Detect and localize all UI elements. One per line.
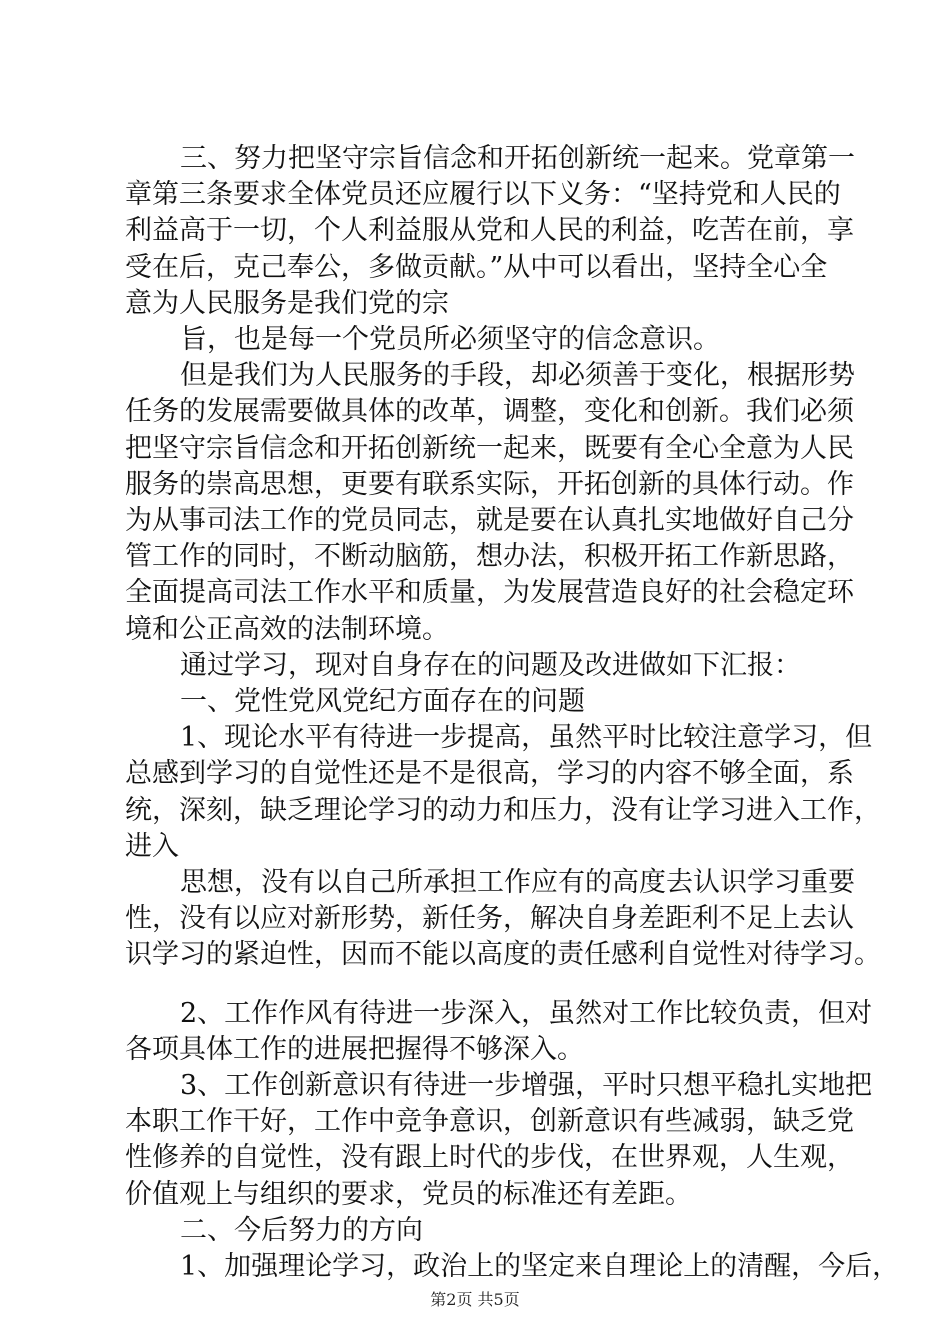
- page-number: 第2页 共5页: [430, 1290, 520, 1309]
- text-line: 性，没有以应对新形势，新任务，解决自身差距利不足上去认: [125, 903, 854, 934]
- text-line: 三、努力把坚守宗旨信念和开拓创新统一起来。党章第一: [180, 143, 855, 174]
- text-line: 章第三条要求全体党员还应履行以下义务：“坚持党和人民的: [125, 179, 841, 210]
- text-line: 全面提高司法工作水平和质量，为发展营造良好的社会稳定环: [125, 577, 854, 608]
- text-line: 任务的发展需要做具体的改革，调整，变化和创新。我们必须: [125, 396, 854, 427]
- text-line: 把坚守宗旨信念和开拓创新统一起来，既要有全心全意为人民: [125, 433, 854, 464]
- text-line: 管工作的同时，不断动脑筋，想办法，积极开拓工作新思路，: [125, 541, 854, 572]
- text-line: 通过学习，现对自身存在的问题及改进做如下汇报：: [180, 650, 801, 681]
- text-line: 2、工作作风有待进一步深入，虽然对工作比较负责，但对: [180, 998, 873, 1029]
- text-line: 境和公正高效的法制环境。: [125, 614, 449, 645]
- text-line: 1、现论水平有待进一步提高，虽然平时比较注意学习，但: [180, 722, 873, 753]
- text-line: 本职工作干好，工作中竞争意识，创新意识有些减弱，缺乏党: [125, 1106, 854, 1137]
- text-line: 进入: [125, 831, 179, 862]
- text-line: 总感到学习的自觉性还是不是很高，学习的内容不够全面，系: [125, 758, 854, 789]
- text-line: 识学习的紧迫性，因而不能以高度的责任感利自觉性对待学习。: [125, 939, 881, 970]
- text-line: 1、加强理论学习，政治上的坚定来自理论上的清醒，今后，: [180, 1251, 900, 1282]
- text-line: 价值观上与组织的要求，党员的标准还有差距。: [125, 1179, 692, 1210]
- text-line: 3、工作创新意识有待进一步增强，平时只想平稳扎实地把: [180, 1070, 873, 1101]
- text-line: 受在后，克己奉公，多做贡献。”从中可以看出，坚持全心全: [125, 252, 828, 283]
- text-line: 利益高于一切，个人利益服从党和人民的利益，吃苦在前，享: [125, 215, 854, 246]
- text-line: 意为人民服务是我们党的宗: [125, 288, 449, 319]
- section-heading: 一、党性党风党纪方面存在的问题: [180, 686, 585, 717]
- section-heading: 二、今后努力的方向: [180, 1215, 423, 1246]
- text-line: 各项具体工作的进展把握得不够深入。: [125, 1034, 584, 1065]
- text-line: 统，深刻，缺乏理论学习的动力和压力，没有让学习进入工作，: [125, 795, 881, 826]
- text-line: 但是我们为人民服务的手段，却必须善于变化，根据形势: [180, 360, 855, 391]
- text-line: 为从事司法工作的党员同志，就是要在认真扎实地做好自己分: [125, 505, 854, 536]
- text-line: 性修养的自觉性，没有跟上时代的步伐，在世界观，人生观，: [125, 1142, 854, 1173]
- text-line: 旨，也是每一个党员所必须坚守的信念意识。: [180, 324, 720, 355]
- text-line: 服务的崇高思想，更要有联系实际，开拓创新的具体行动。作: [125, 469, 854, 500]
- text-line: 思想，没有以自己所承担工作应有的高度去认识学习重要: [180, 867, 855, 898]
